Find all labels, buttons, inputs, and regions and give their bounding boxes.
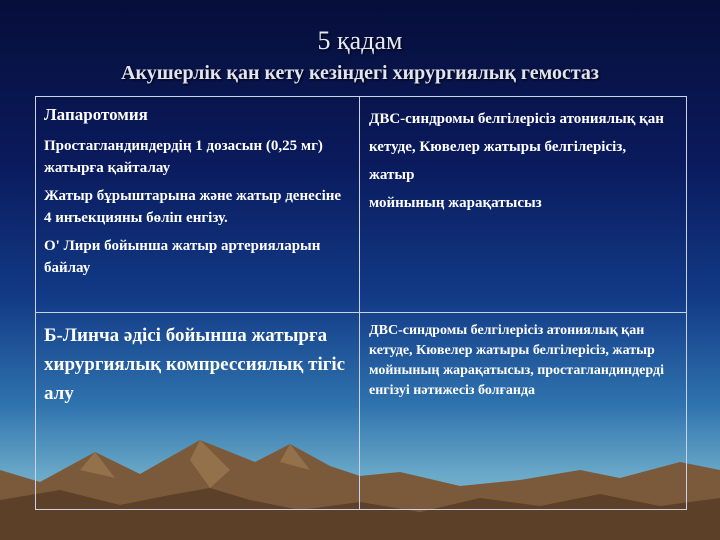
list-item: Простагландиндердің 1 дозасын (0,25 мг) жатырға қайталау bbox=[44, 138, 323, 176]
content-table bbox=[35, 96, 687, 510]
condition-text-continued: мойнының жарақатысыз bbox=[369, 195, 542, 211]
table-cell-condition-1 bbox=[369, 105, 674, 217]
table-divider-vertical bbox=[359, 97, 360, 509]
list-item: О' Лири бойынша жатыр артерияларын байлау bbox=[44, 238, 321, 276]
table-cell-b-lynch bbox=[44, 321, 349, 408]
table-cell-laparotomy bbox=[44, 105, 349, 285]
slide-subtitle: Акушерлік қан кету кезіндегі хирургиялық гемостаз bbox=[121, 62, 599, 84]
condition-text: ДВС-синдромы белгілерісіз атониялық қан кетуде, Кювелер жатыры белгілерісіз, жатыр bbox=[369, 111, 664, 183]
list-item: Жатыр бұрыштарына және жатыр денесіне 4 инъекцияны бөліп енгізу. bbox=[44, 188, 342, 226]
table-cell-condition-2 bbox=[369, 321, 674, 401]
table-divider-horizontal bbox=[36, 312, 686, 313]
cell-heading: Лапаротомия bbox=[44, 105, 148, 124]
condition-text: ДВС-синдромы белгілерісіз атониялық қан кетуде, Кювелер жатыры белгілерісіз, жатыр мойнының жарақатысыз, простагландиндерді енгізуі нәтижесіз болғанда bbox=[369, 323, 664, 398]
procedure-text: Б-Линча әдісі бойынша жатырға хирургиялық компрессиялық тігіс алу bbox=[44, 325, 346, 404]
slide-title: 5 қадам bbox=[317, 26, 403, 55]
